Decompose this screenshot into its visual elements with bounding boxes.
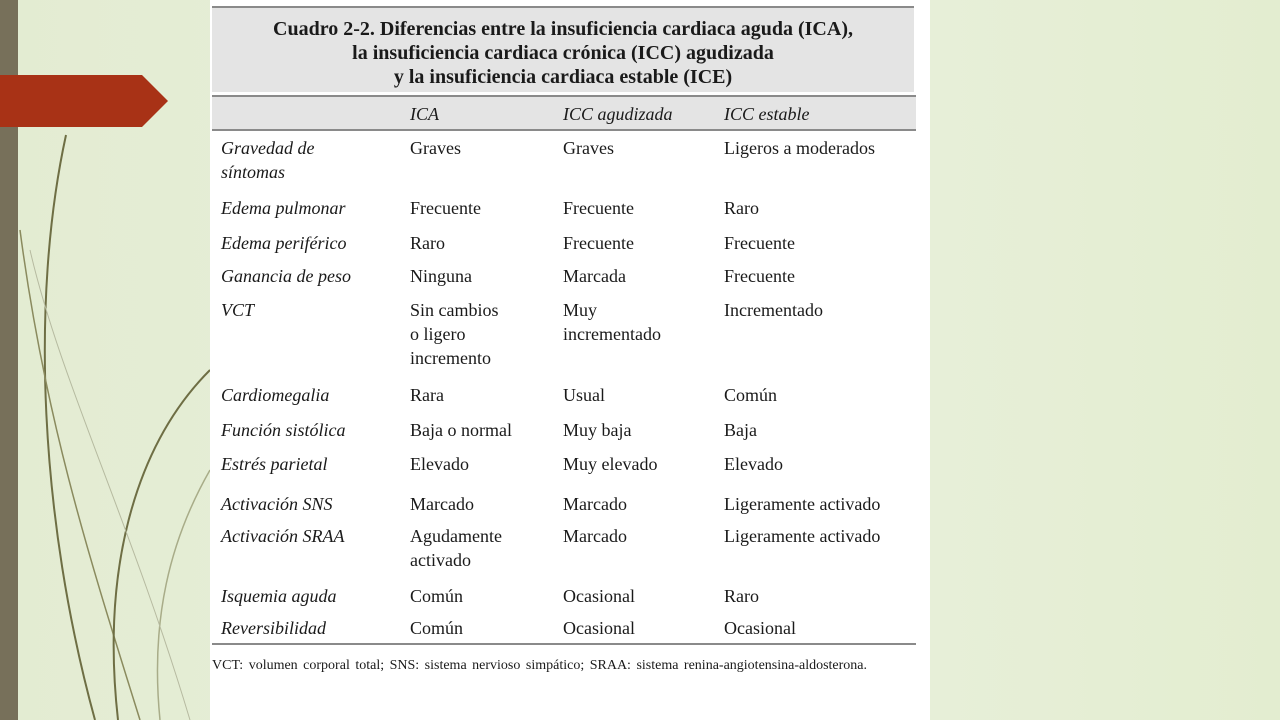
- cell-line: Frecuente: [563, 233, 634, 253]
- cell-line: Ganancia de peso: [221, 266, 351, 286]
- cell-line: Ocasional: [563, 618, 635, 638]
- cell-line: síntomas: [221, 162, 286, 182]
- cell-icc-agudizada: [563, 136, 614, 160]
- cell-line: Baja: [724, 420, 757, 440]
- cell-line: Elevado: [724, 454, 783, 474]
- cell-line: Muy elevado: [563, 454, 658, 474]
- cell-icc-agudizada: [563, 524, 627, 548]
- cell-line: incrementado: [563, 324, 661, 344]
- cell-line: Muy baja: [563, 420, 632, 440]
- cell-line: Marcado: [563, 526, 627, 546]
- row-label: [221, 452, 328, 476]
- cell-line: Agudamente: [410, 526, 502, 546]
- cell-ica: [410, 584, 463, 608]
- row-label: [221, 492, 332, 516]
- column-header-row: [212, 95, 916, 131]
- cell-line: Ligeramente activado: [724, 494, 881, 514]
- cell-icc-estable: [724, 584, 759, 608]
- cell-ica: [410, 452, 469, 476]
- cell-line: Común: [724, 385, 778, 405]
- cell-icc-estable: [724, 136, 875, 160]
- cell-icc-agudizada: [563, 492, 627, 516]
- cell-line: Graves: [410, 138, 461, 158]
- bottom-rule: [212, 643, 916, 645]
- cell-line: Frecuente: [410, 198, 481, 218]
- row-label: [221, 136, 314, 184]
- cell-line: Raro: [724, 198, 759, 218]
- cell-line: Cardiomegalia: [221, 385, 330, 405]
- row-label: [221, 298, 254, 322]
- cell-ica: [410, 136, 461, 160]
- cell-line: Frecuente: [724, 233, 795, 253]
- table-title: [212, 6, 914, 92]
- row-label: [221, 616, 326, 640]
- row-label: [221, 231, 346, 255]
- cell-line: Frecuente: [563, 198, 634, 218]
- cell-line: Sin cambios: [410, 300, 499, 320]
- row-label: [221, 196, 346, 220]
- cell-line: Ocasional: [563, 586, 635, 606]
- cell-icc-agudizada: [563, 298, 661, 346]
- cell-line: Incrementado: [724, 300, 823, 320]
- cell-line: Ligeros a moderados: [724, 138, 875, 158]
- cell-line: VCT: [221, 300, 255, 320]
- cell-line: Activación SRAA: [221, 526, 345, 546]
- cell-icc-estable: [724, 492, 880, 516]
- cell-ica: [410, 383, 444, 407]
- cell-icc-agudizada: [563, 383, 605, 407]
- column-header-icc-agudizada: ICC agudizada: [563, 104, 673, 124]
- cell-line: Común: [410, 586, 464, 606]
- title-line: la insuficiencia cardiaca crónica (ICC) agudizada: [352, 42, 774, 64]
- cell-line: Ocasional: [724, 618, 796, 638]
- cell-line: Elevado: [410, 454, 469, 474]
- cell-icc-agudizada: [563, 452, 657, 476]
- cell-line: Reversibilidad: [221, 618, 326, 638]
- title-line: Cuadro 2-2. Diferencias entre la insuficiencia cardiaca aguda (ICA),: [273, 18, 853, 40]
- cell-ica: [410, 231, 445, 255]
- cell-line: Rara: [410, 385, 444, 405]
- cell-line: Edema pulmonar: [221, 198, 346, 218]
- cell-line: Frecuente: [724, 266, 795, 286]
- cell-line: incremento: [410, 348, 491, 368]
- cell-line: Función sistólica: [221, 420, 346, 440]
- cell-icc-estable: [724, 196, 759, 220]
- cell-line: Raro: [410, 233, 445, 253]
- cell-icc-agudizada: [563, 418, 631, 442]
- cell-line: Marcado: [410, 494, 474, 514]
- cell-line: Graves: [563, 138, 614, 158]
- cell-line: o ligero: [410, 324, 466, 344]
- row-label: [221, 418, 346, 442]
- cell-ica: [410, 616, 463, 640]
- cell-icc-estable: [724, 616, 796, 640]
- row-label: [221, 524, 344, 548]
- cell-icc-agudizada: [563, 196, 634, 220]
- cell-line: Edema periférico: [221, 233, 347, 253]
- cell-icc-agudizada: [563, 264, 626, 288]
- cell-icc-estable: [724, 383, 777, 407]
- cell-line: Isquemia aguda: [221, 586, 337, 606]
- cell-line: Ninguna: [410, 266, 472, 286]
- cell-line: Usual: [563, 385, 605, 405]
- table-document: [210, 0, 930, 720]
- column-header-ica: ICA: [410, 104, 439, 124]
- cell-ica: [410, 264, 472, 288]
- cell-ica: [410, 196, 481, 220]
- cell-icc-agudizada: [563, 231, 634, 255]
- cell-icc-estable: [724, 264, 795, 288]
- cell-line: Baja o normal: [410, 420, 512, 440]
- cell-line: activado: [410, 550, 471, 570]
- cell-ica: [410, 418, 512, 442]
- cell-line: Común: [410, 618, 464, 638]
- cell-ica: [410, 524, 502, 572]
- cell-line: Gravedad de: [221, 138, 315, 158]
- cell-line: Estrés parietal: [221, 454, 328, 474]
- cell-line: Ligeramente activado: [724, 526, 881, 546]
- row-label: [221, 264, 351, 288]
- title-line: y la insuficiencia cardiaca estable (ICE): [393, 66, 733, 88]
- cell-ica: [410, 492, 474, 516]
- row-label: [221, 584, 337, 608]
- row-label: [221, 383, 329, 407]
- column-header-icc-estable: ICC estable: [724, 104, 810, 124]
- cell-line: Raro: [724, 586, 759, 606]
- cell-line: Marcada: [563, 266, 626, 286]
- table-footnote: VCT: volumen corporal total; SNS: sistema nervioso simpático; SRAA: sistema renina-angiotensina-aldosterona.: [212, 658, 868, 673]
- cell-ica: [410, 298, 499, 370]
- cell-icc-estable: [724, 524, 880, 548]
- cell-icc-estable: [724, 231, 795, 255]
- cell-icc-estable: [724, 452, 783, 476]
- decorative-curves: [0, 0, 220, 720]
- cell-line: Marcado: [563, 494, 627, 514]
- cell-icc-estable: [724, 298, 823, 322]
- cell-icc-agudizada: [563, 616, 635, 640]
- cell-line: Muy: [563, 300, 598, 320]
- cell-line: Activación SNS: [221, 494, 333, 514]
- cell-icc-agudizada: [563, 584, 635, 608]
- cell-icc-estable: [724, 418, 757, 442]
